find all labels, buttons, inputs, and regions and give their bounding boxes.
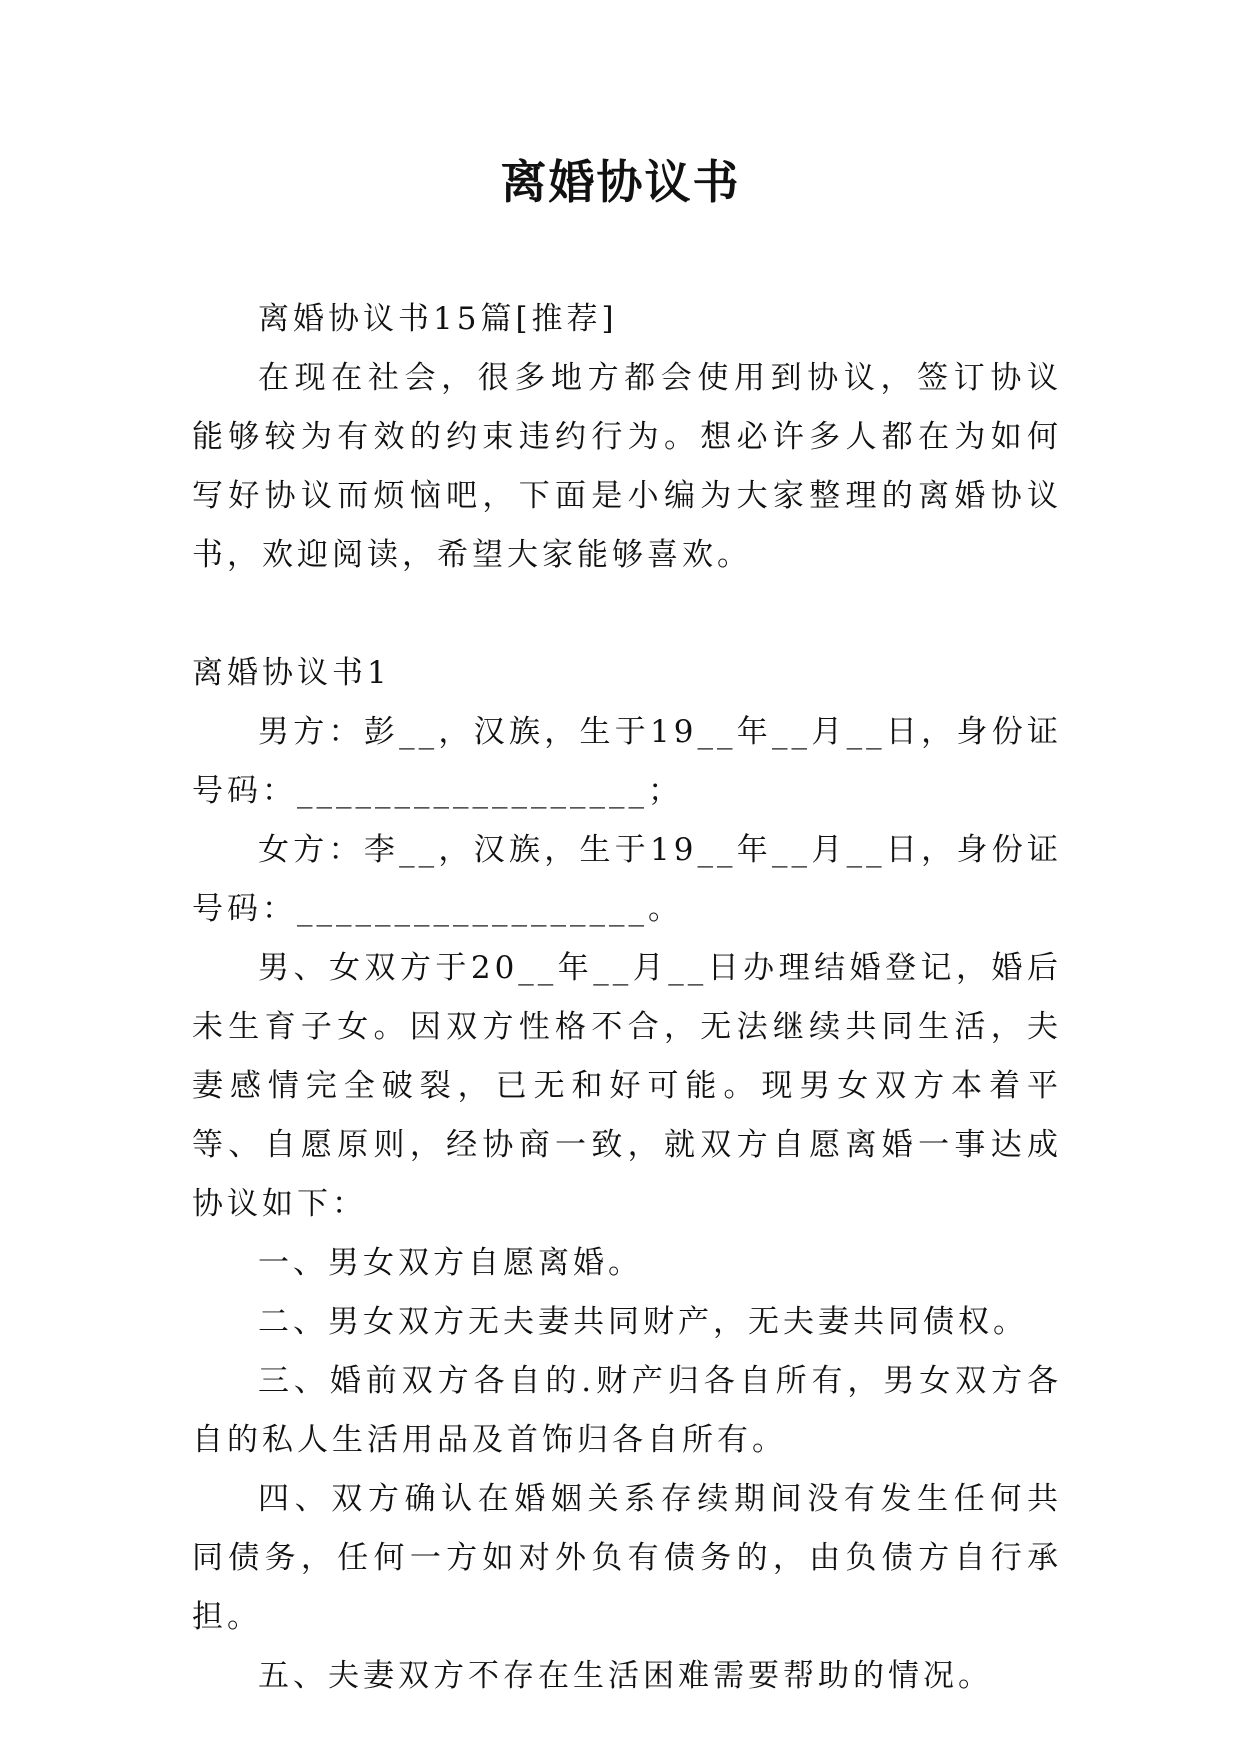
subtitle-paragraph: 离婚协议书15篇[推荐]	[258, 301, 618, 337]
background-paragraph: 男、女双方于20__年__月__日办理结婚登记，婚后未生育子女。因双方性格不合，无法继续共同生活，夫妻感情完全破裂，已无和好可能。现男女双方本着平等、自愿原则，经协商一致，就双方自愿离婚一事达成协议如下：	[192, 950, 1062, 1222]
clause-3: 三、婚前双方各自的.财产归各自所有，男女双方各自的私人生活用品及首饰归各自所有。	[192, 1363, 1062, 1458]
male-party-paragraph: 男方：彭__，汉族，生于19__年__月__日，身份证号码：__________________；	[192, 714, 1062, 809]
clause-4: 四、双方确认在婚姻关系存续期间没有发生任何共同债务，任何一方如对外负有债务的，由负债方自行承担。	[192, 1481, 1062, 1635]
clause-5: 五、夫妻双方不存在生活困难需要帮助的情况。	[258, 1658, 993, 1694]
section-heading: 离婚协议书1	[192, 655, 391, 691]
document-title: 离婚协议书	[500, 155, 741, 209]
clause-2: 二、男女双方无夫妻共同财产，无夫妻共同债权。	[258, 1304, 1028, 1340]
clause-1: 一、男女双方自愿离婚。	[258, 1245, 643, 1281]
female-party-paragraph: 女方：李__，汉族，生于19__年__月__日，身份证号码：__________________。	[192, 832, 1062, 927]
paragraph-gap	[192, 585, 1062, 644]
document-body	[192, 290, 1062, 1706]
intro-paragraph: 在现在社会，很多地方都会使用到协议，签订协议能够较为有效的约束违约行为。想必许多人都在为如何写好协议而烦恼吧，下面是小编为大家整理的离婚协议书，欢迎阅读，希望大家能够喜欢。	[192, 360, 1062, 573]
